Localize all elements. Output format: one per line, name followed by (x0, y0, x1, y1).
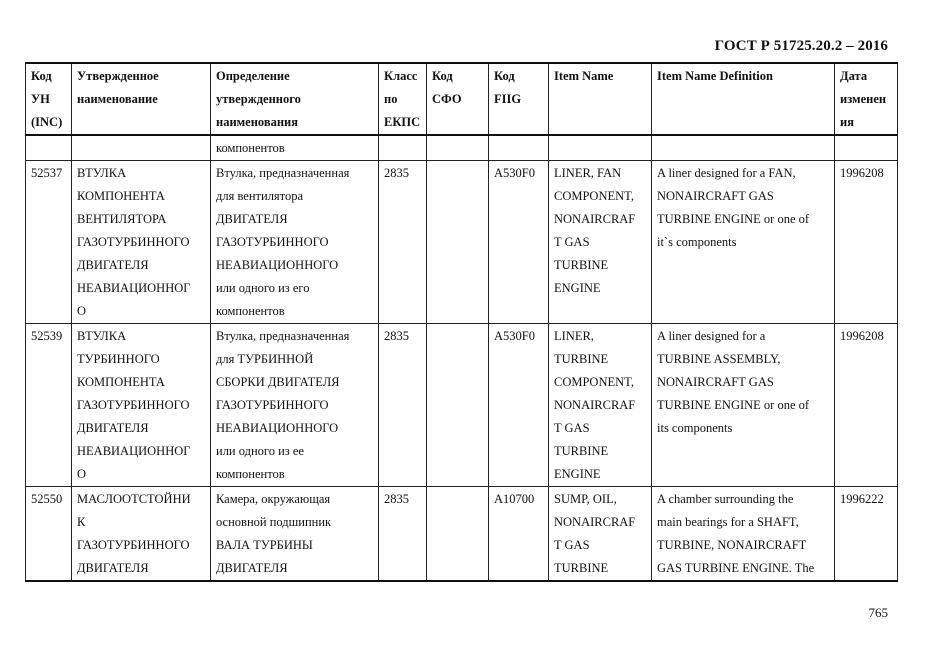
header-line: УН (31, 92, 50, 106)
cell-sfo (427, 161, 489, 324)
header-line: Код (494, 69, 515, 83)
cell-line: для вентилятора (216, 189, 304, 203)
cell-line: TURBINE ENGINE or one of (657, 398, 810, 412)
cell-line: NONAIRCRAF (554, 515, 636, 529)
cell-fiig: A530F0 (489, 324, 549, 487)
cell-line: компонентов (216, 467, 285, 481)
cell-item-definition (652, 135, 835, 161)
cell-line: T GAS (554, 538, 590, 552)
cell-line: T GAS (554, 421, 590, 435)
cell-line: GAS TURBINE ENGINE. The (657, 561, 815, 575)
cell-sfo (427, 487, 489, 582)
cell-line: СБОРКИ ДВИГАТЕЛЯ (216, 375, 340, 389)
cell-fiig: A530F0 (489, 161, 549, 324)
page-number: 765 (868, 605, 888, 620)
cell-item-definition (652, 487, 835, 582)
cell-line: или одного из его (216, 281, 310, 295)
cell-line: A chamber surrounding the (657, 492, 794, 506)
cell-sfo (427, 135, 489, 161)
cell-line: компонентов (216, 304, 285, 318)
header-line: утвержденного (216, 92, 301, 106)
cell-line: ДВИГАТЕЛЯ (216, 561, 288, 575)
cell-item-definition (652, 324, 835, 487)
cell-line: ВТУЛКА (77, 329, 127, 343)
cell-line: ГАЗОТУРБИННОГО (77, 398, 190, 412)
cell-line: main bearings for a SHAFT, (657, 515, 799, 529)
header-line: наименование (77, 92, 158, 106)
cell-line: МАСЛООТСТОЙНИ (77, 492, 191, 506)
cell-line: для ТУРБИННОЙ (216, 352, 314, 366)
cell-line: ДВИГАТЕЛЯ (216, 212, 288, 226)
header-line: по (384, 92, 398, 106)
header-line: Код (432, 69, 453, 83)
cell-inc (26, 135, 72, 161)
cell-line: TURBINE, NONAIRCRAFT (657, 538, 807, 552)
cell-line: ГАЗОТУРБИННОГО (77, 538, 190, 552)
cell-line: ВАЛА ТУРБИНЫ (216, 538, 313, 552)
cell-line: TURBINE (554, 352, 609, 366)
cell-line: ГАЗОТУРБИННОГО (77, 235, 190, 249)
cell-line: Камера, окружающая (216, 492, 331, 506)
cell-line: SUMP, OIL, (554, 492, 617, 506)
cell-line: НЕАВИАЦИОННОГ (77, 444, 191, 458)
cell-definition (211, 161, 379, 324)
cell-name (72, 324, 211, 487)
cell-line: NONAIRCRAF (554, 212, 636, 226)
cell-line: TURBINE ASSEMBLY, (657, 352, 781, 366)
header-date (835, 63, 898, 135)
cell-line: О (77, 467, 87, 481)
cell-line: ENGINE (554, 467, 601, 481)
cell-inc: 52539 (26, 324, 72, 487)
header-line: Утвержденное (77, 69, 159, 83)
continuation-row (26, 135, 898, 161)
cell-definition (211, 324, 379, 487)
cell-line: НЕАВИАЦИОННОГ (77, 281, 191, 295)
cell-date: 1996208 (835, 161, 898, 324)
header-name (72, 63, 211, 135)
cell-inc: 52550 (26, 487, 72, 582)
cell-line: ГАЗОТУРБИННОГО (216, 398, 329, 412)
cell-line: НЕАВИАЦИОННОГО (216, 258, 339, 272)
cell-item-name (549, 324, 652, 487)
cell-line: основной подшипник (216, 515, 332, 529)
header-line: Дата (840, 69, 868, 83)
header-line: изменен (840, 92, 887, 106)
cell-line: A liner designed for a (657, 329, 766, 343)
cell-item-definition (652, 161, 835, 324)
cell-line: T GAS (554, 235, 590, 249)
cell-line: Втулка, предназначенная (216, 166, 350, 180)
cell-item-name (549, 135, 652, 161)
header-sfo (427, 63, 489, 135)
cell-line: NONAIRCRAFT GAS (657, 189, 774, 203)
cell-ekps: 2835 (379, 487, 427, 582)
header-line: Код (31, 69, 52, 83)
cell-line: Втулка, предназначенная (216, 329, 350, 343)
table-header (26, 63, 898, 135)
cell-line: TURBINE ENGINE or one of (657, 212, 810, 226)
cell-sfo (427, 324, 489, 487)
cell-line: NONAIRCRAFT GAS (657, 375, 774, 389)
cell-date: 1996222 (835, 487, 898, 582)
cell-date: 1996208 (835, 324, 898, 487)
cell-line: TURBINE (554, 561, 609, 575)
cell-item-name (549, 161, 652, 324)
header-line: Item Name (554, 69, 614, 83)
cell-ekps: 2835 (379, 161, 427, 324)
cell-line: TURBINE (554, 258, 609, 272)
table-row (26, 161, 898, 324)
items-table (25, 62, 898, 582)
table-header-row (26, 63, 898, 135)
header-line: наименования (216, 115, 299, 129)
header-definition (211, 63, 379, 135)
cell-fiig: A10700 (489, 487, 549, 582)
cell-line: ГАЗОТУРБИННОГО (216, 235, 329, 249)
header-line: FIIG (494, 92, 522, 106)
cell-line: NONAIRCRAF (554, 398, 636, 412)
cell-line: ДВИГАТЕЛЯ (77, 258, 149, 272)
header-inc (26, 63, 72, 135)
cell-line: ВТУЛКА (77, 166, 127, 180)
cell-line: или одного из ее (216, 444, 304, 458)
header-item-name (549, 63, 652, 135)
header-line: (INC) (31, 115, 63, 129)
header-line: ия (840, 115, 854, 129)
cell-line: ВЕНТИЛЯТОРА (77, 212, 167, 226)
cell-line: COMPONENT, (554, 375, 634, 389)
cell-line: НЕАВИАЦИОННОГО (216, 421, 339, 435)
cell-line: its components (657, 421, 733, 435)
header-item-definition (652, 63, 835, 135)
table-row (26, 487, 898, 582)
cell-line: ДВИГАТЕЛЯ (77, 421, 149, 435)
header-line: Item Name Definition (657, 69, 773, 83)
document-standard-header: ГОСТ Р 51725.20.2 – 2016 (714, 38, 888, 54)
header-ekps (379, 63, 427, 135)
header-line: Определение (216, 69, 290, 83)
header-line: СФО (432, 92, 462, 106)
header-line: ЕКПС (384, 115, 421, 129)
cell-line: it`s components (657, 235, 737, 249)
header-fiig (489, 63, 549, 135)
cell-line: К (77, 515, 86, 529)
cell-line: LINER, FAN (554, 166, 622, 180)
cell-line: ДВИГАТЕЛЯ (77, 561, 149, 575)
cell-inc: 52537 (26, 161, 72, 324)
cell-line: TURBINE (554, 444, 609, 458)
cell-line: LINER, (554, 329, 594, 343)
cell-line: ENGINE (554, 281, 601, 295)
table-body (26, 135, 898, 581)
table-row (26, 324, 898, 487)
cell-ekps (379, 135, 427, 161)
cell-name (72, 161, 211, 324)
cell-line: КОМПОНЕНТА (77, 375, 165, 389)
header-line: Класс (384, 69, 418, 83)
cell-line: О (77, 304, 87, 318)
cell-line: COMPONENT, (554, 189, 634, 203)
cell-line: A liner designed for a FAN, (657, 166, 796, 180)
cell-date (835, 135, 898, 161)
cell-fiig (489, 135, 549, 161)
cell-ekps: 2835 (379, 324, 427, 487)
cell-definition: компонентов (211, 135, 379, 161)
cell-item-name (549, 487, 652, 582)
cell-name (72, 487, 211, 582)
cell-definition (211, 487, 379, 582)
cell-line: КОМПОНЕНТА (77, 189, 165, 203)
cell-name (72, 135, 211, 161)
cell-line: ТУРБИННОГО (77, 352, 160, 366)
